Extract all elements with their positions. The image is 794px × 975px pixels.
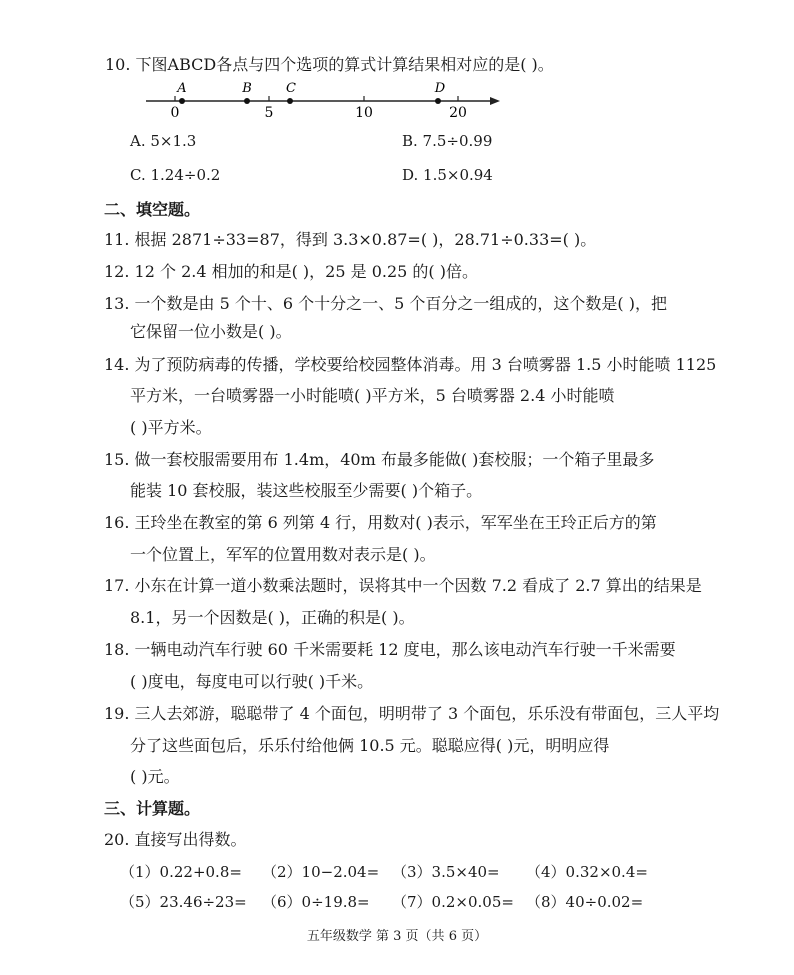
label-b: B (242, 81, 252, 96)
label-a: A (177, 81, 187, 96)
fill-line: ( )元。 (130, 767, 180, 786)
fill-line: 一个位置上，军军的位置用数对表示是( )。 (130, 545, 436, 564)
point-a (179, 98, 185, 104)
calc-item: （2）10−2.04= (262, 863, 380, 881)
fill-line: 能装 10 套校服，装这些校服至少需要( )个箱子。 (130, 481, 483, 500)
fill-line: 8.1，另一个因数是( )，正确的积是( )。 (130, 608, 415, 627)
fill-line: 13. 一个数是由 5 个十、6 个十分之一、5 个百分之一组成的，这个数是( )，把 (104, 294, 667, 313)
option-b: B. 7.5÷0.99 (402, 132, 493, 150)
fill-line: 11. 根据 2871÷33=87，得到 3.3×0.87=( )，28.71÷0.33=( )。 (104, 230, 597, 249)
fill-line: 14. 为了预防病毒的传播，学校要给校园整体消毒。用 3 台喷雾器 1.5 小时能喷 1125 (104, 355, 717, 374)
calc-item: （6）0÷19.8= (262, 893, 370, 911)
fill-line: ( )平方米。 (130, 418, 212, 437)
tick-20: 20 (449, 105, 467, 121)
calc-item: （4）0.32×0.4= (526, 863, 648, 881)
q20-title: 20. 直接写出得数。 (104, 830, 247, 849)
option-a: A. 5×1.3 (130, 132, 197, 150)
point-d (435, 98, 441, 104)
section-heading-calc: 三、计算题。 (104, 799, 201, 818)
section-heading-fill: 二、填空题。 (104, 200, 201, 219)
label-d: D (434, 81, 446, 96)
page-footer: 五年级数学 第 3 页（共 6 页） (306, 929, 488, 944)
tick-0: 0 (170, 105, 180, 121)
calc-item: （8）40÷0.02= (526, 893, 644, 911)
fill-line: 分了这些面包后，乐乐付给他俩 10.5 元。聪聪应得( )元，明明应得 (130, 736, 610, 755)
q10-stem: 10. 下图ABCD各点与四个选项的算式计算结果相对应的是( )。 (105, 55, 554, 74)
tick-5: 5 (264, 105, 274, 121)
option-d: D. 1.5×0.94 (402, 166, 493, 184)
fill-line: 12. 12 个 2.4 相加的和是( )，25 是 0.25 的( )倍。 (104, 262, 478, 281)
fill-line: 17. 小东在计算一道小数乘法题时，误将其中一个因数 7.2 看成了 2.7 算出的结果是 (104, 576, 702, 595)
point-b (244, 98, 250, 104)
calc-item: （7）0.2×0.05= (392, 893, 514, 911)
fill-line: 18. 一辆电动汽车行驶 60 千米需要耗 12 度电，那么该电动汽车行驶一千米需要 (104, 640, 676, 659)
fill-line: 平方米，一台喷雾器一小时能喷( )平方米，5 台喷雾器 2.4 小时能喷 (130, 386, 615, 405)
point-c (287, 98, 293, 104)
fill-line: 15. 做一套校服需要用布 1.4m，40m 布最多能做( )套校服；一个箱子里最多 (104, 450, 655, 469)
label-c: C (286, 81, 296, 96)
calc-item: （3）3.5×40= (392, 863, 500, 881)
tick-10: 10 (355, 105, 373, 121)
calc-item: （1）0.22+0.8= (120, 863, 242, 881)
fill-line: 16. 王玲坐在教室的第 6 列第 4 行，用数对( )表示，军军坐在王玲正后方的第 (104, 513, 657, 532)
calc-item: （5）23.46÷23= (120, 893, 247, 911)
option-c: C. 1.24÷0.2 (130, 166, 221, 184)
fill-line: 19. 三人去郊游，聪聪带了 4 个面包，明明带了 3 个面包，乐乐没有带面包，三人平均 (104, 704, 720, 723)
fill-line: ( )度电，每度电可以行驶( )千米。 (130, 672, 374, 691)
fill-line: 它保留一位小数是( )。 (130, 322, 292, 341)
